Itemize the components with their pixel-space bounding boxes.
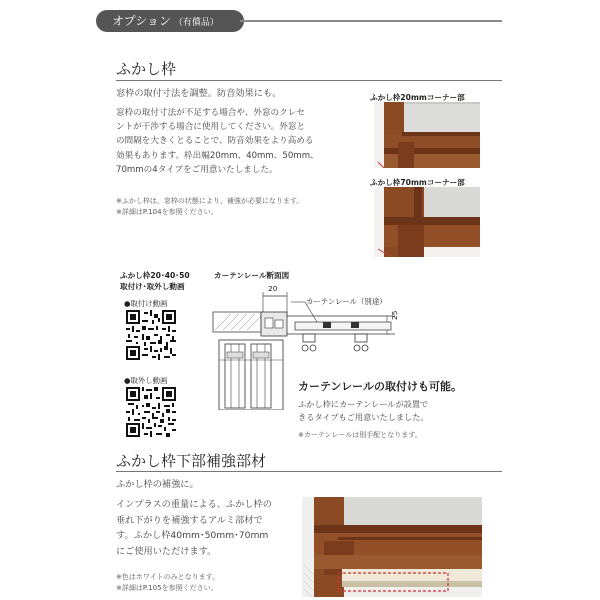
video-heading-line1: ふかし枠20･40･50 — [120, 271, 190, 280]
diagram-title: カーテンレール断面図 — [214, 271, 290, 280]
install-video-qr-code[interactable] — [126, 310, 176, 360]
header-divider — [240, 20, 502, 22]
section1-para-line: 効果もあります。枠出幅20mm、40mm、50mm、 — [116, 150, 319, 161]
section1-paragraph — [116, 106, 366, 177]
section1-note: ※ふかし枠は、窓枠の状態により、補強が必要になります。 — [116, 197, 304, 205]
section2-para-line: にご使用いただけます。 — [116, 545, 217, 557]
curtain-line: きるタイプもご用意いたしました。 — [298, 412, 429, 422]
section1-para-line: の間隔を大きくとることで、防音効果をより高める — [116, 136, 314, 147]
curtain-description — [298, 398, 429, 424]
section1-title: ふかし枠 — [116, 60, 177, 78]
curtain-line: ふかし枠にカーテンレールが設置で — [298, 399, 429, 409]
section1-note: ※詳細はP.104を参照ください。 — [116, 208, 218, 216]
section2-note: ※色はホワイトのみとなります。 — [116, 573, 220, 581]
section-pill — [96, 10, 244, 32]
dimension-height-label: 25 — [390, 310, 399, 320]
video-heading-line2: 取付け･取外し動画 — [120, 282, 185, 291]
dimension-width-label: 20 — [268, 284, 278, 293]
reinforcement-part-photo — [302, 497, 482, 597]
section1-para-line: 窓枠の取付寸法が不足する場合や、外窓のクレセ — [116, 108, 305, 118]
section2-para-line: 垂れ下がりを補強するアルミ部材で — [116, 514, 263, 526]
section1-para-line: 70mmの4タイプをご用意いたしました。 — [116, 164, 278, 175]
photo2-caption: ふかし枠70mmコーナー部 — [370, 178, 465, 187]
section1-lead: 窓枠の取付寸法を調整。防音効果にも。 — [116, 88, 282, 99]
curtain-title: カーテンレールの取付けも可能。 — [298, 380, 462, 393]
section2-paragraph — [116, 497, 306, 559]
section2-divider — [116, 471, 502, 472]
install-video-label: ●取付け動画 — [124, 299, 168, 308]
section2-note: ※詳細はP.105を参照ください。 — [116, 584, 218, 592]
pill-title: オプション — [112, 14, 171, 28]
curtain-rail-label: カーテンレール（別途） — [306, 297, 387, 306]
section1-para-line: ントが干渉する場合に使用してください。外窓と — [116, 122, 306, 133]
section1-divider — [116, 80, 502, 81]
frame-corner-70mm-photo — [374, 187, 480, 257]
curtain-note: ※カーテンレールは別手配となります。 — [298, 431, 422, 439]
section2-para-line: インプラスの重量による、ふかし枠の — [116, 499, 272, 510]
section2-para-line: す。ふかし枠40mm･50mm･70mm — [116, 530, 269, 542]
section2-lead: ふかし枠の補強に。 — [116, 479, 199, 490]
photo1-caption: ふかし枠20mmコーナー部 — [370, 93, 465, 102]
remove-video-label: ●取外し動画 — [124, 376, 168, 385]
remove-video-qr-code[interactable] — [126, 387, 176, 437]
pill-subtitle: （有償品） — [173, 18, 219, 28]
frame-corner-20mm-photo — [374, 102, 480, 168]
section2-title: ふかし枠下部補強部材 — [116, 452, 267, 470]
